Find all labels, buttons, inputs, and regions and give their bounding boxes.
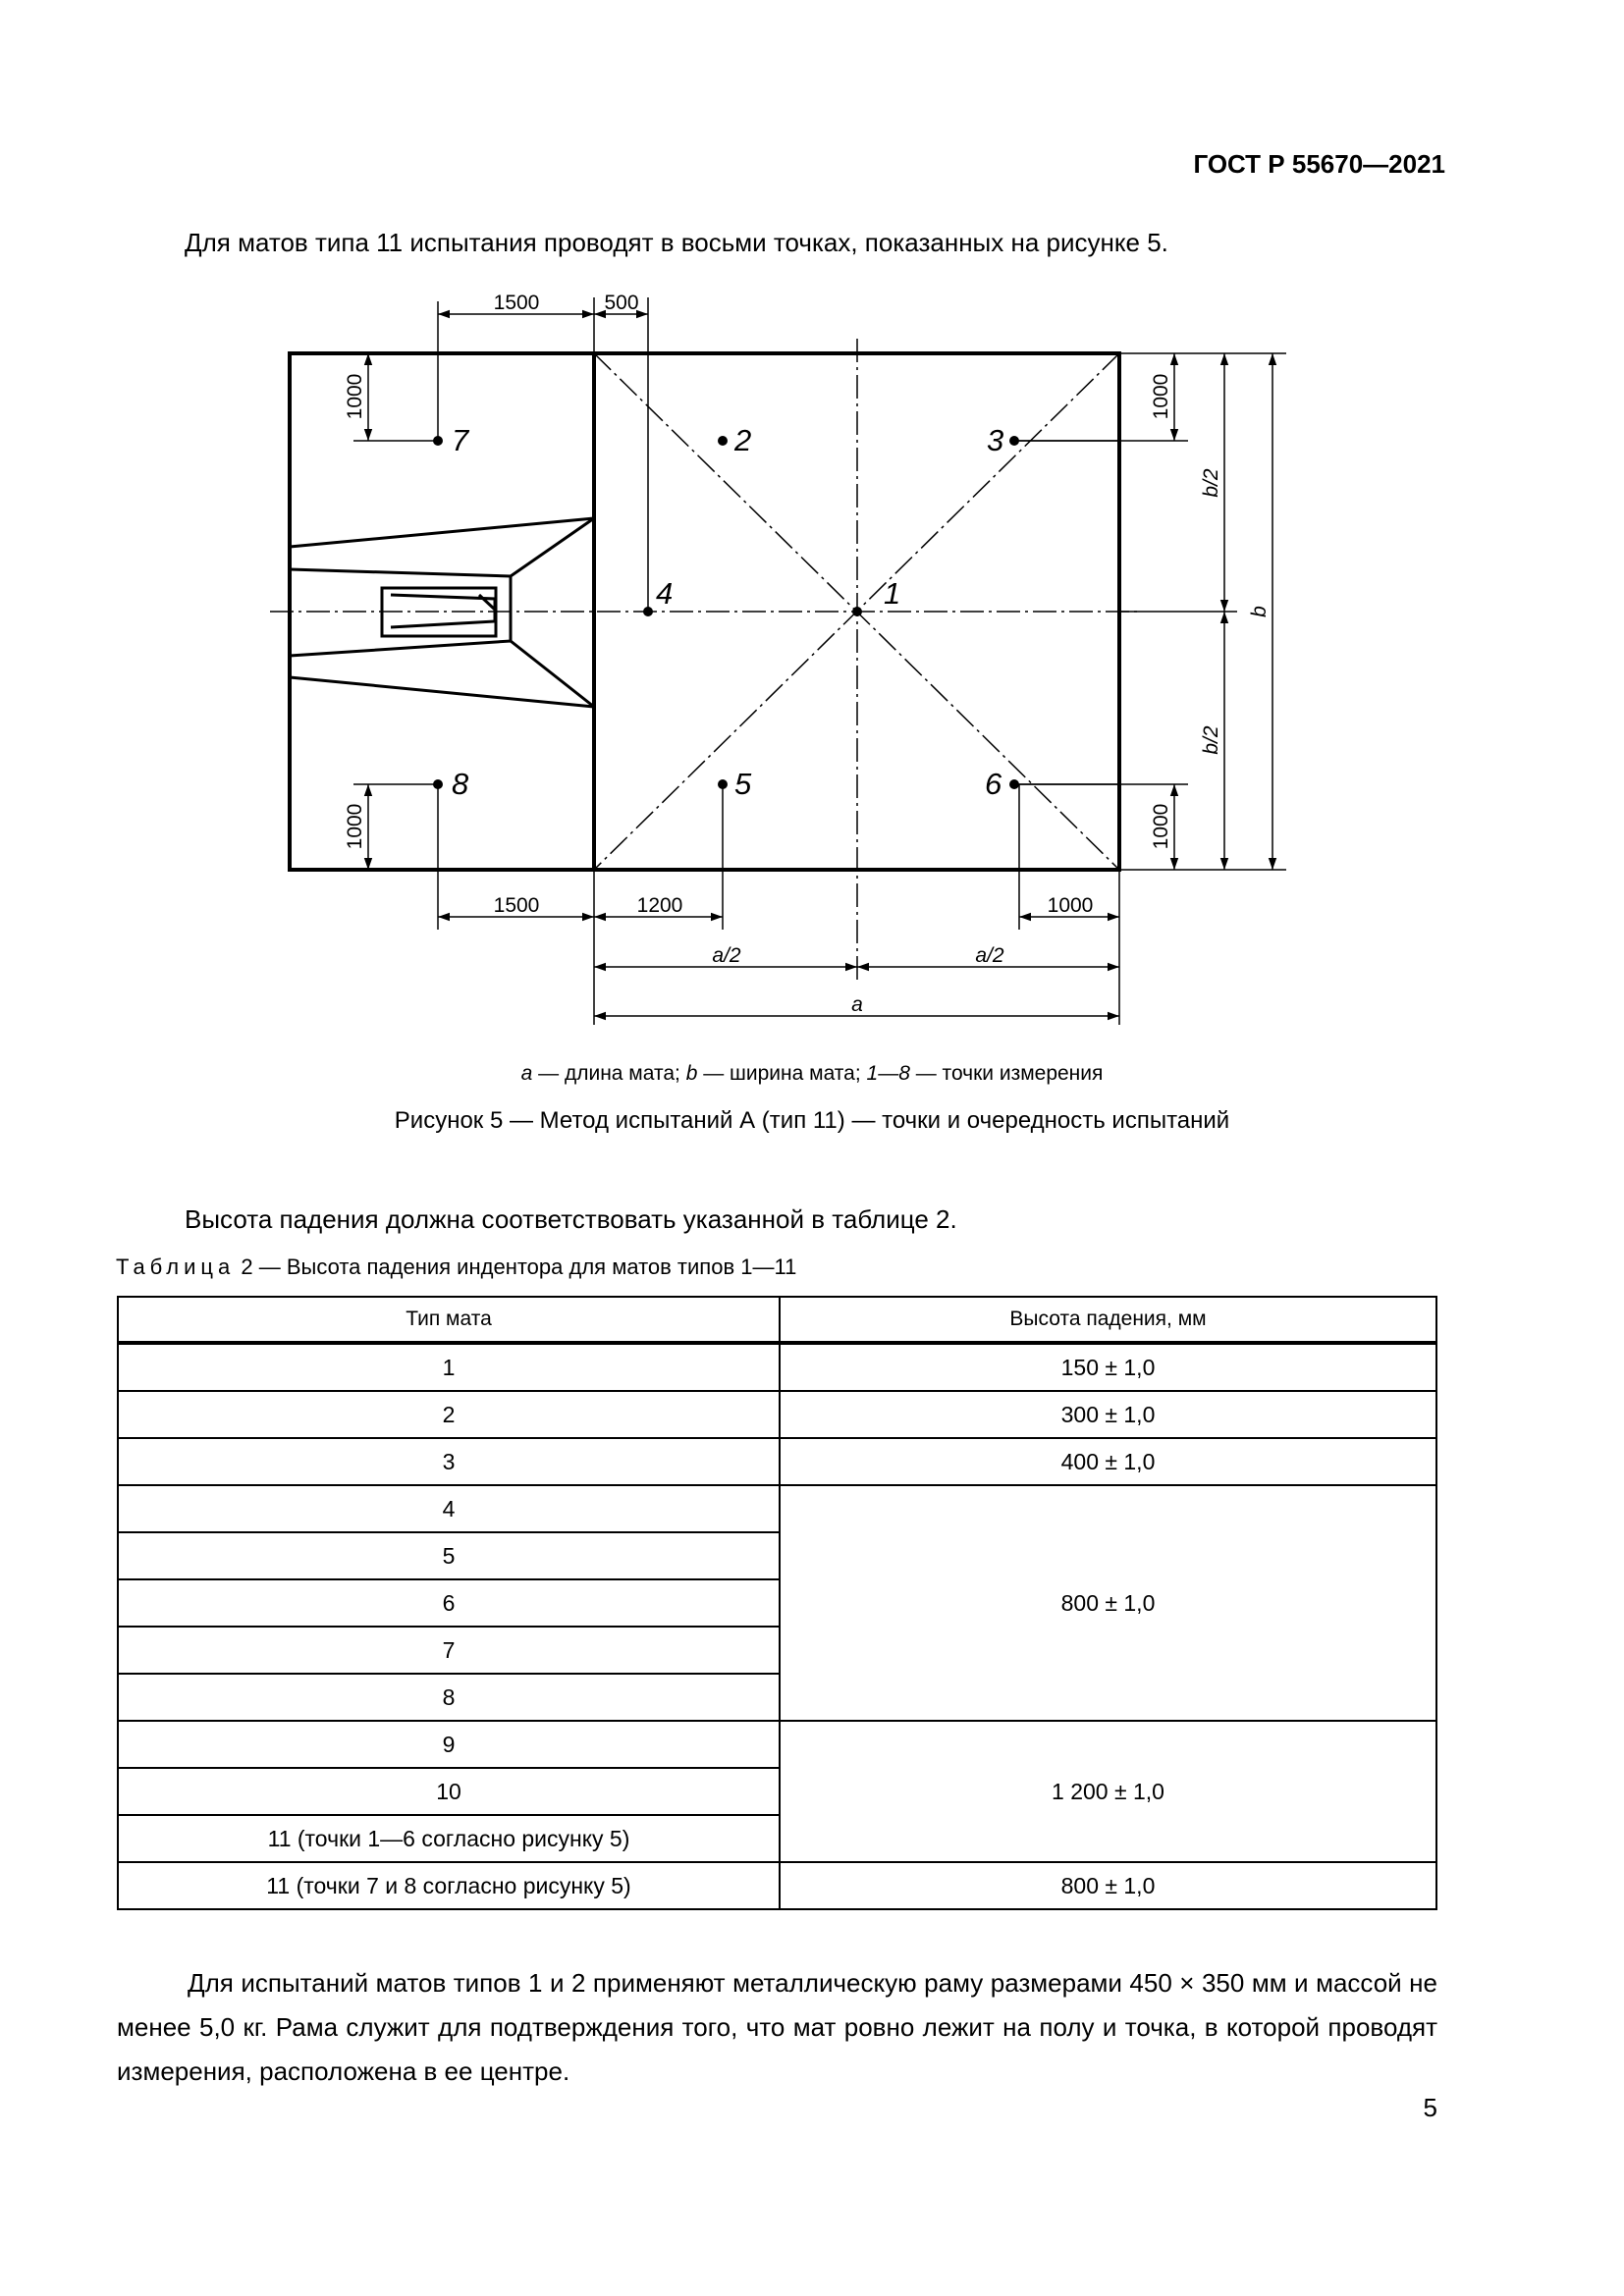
drop-height-table [117,1296,1437,1910]
cell-type: 11 (точки 7 и 8 согласно рисунку 5) [118,1862,780,1909]
cell-height: 300 ± 1,0 [780,1391,1436,1438]
point-2-label: 2 [734,423,752,457]
dim-1000-tl: 1000 [344,373,366,420]
dim-1000-bl: 1000 [344,803,366,850]
cell-height-merged: 800 ± 1,0 [780,1485,1436,1721]
point-8-dot [433,779,443,789]
cell-height-merged: 1 200 ± 1,0 [780,1721,1436,1862]
point-3-label: 3 [987,423,1004,457]
table-caption-text: 2 — Высота падения индентора для матов типов 1—11 [235,1255,797,1279]
mat-cutout [290,518,594,707]
cell-type: 1 [118,1343,780,1391]
legend-b-symbol: b [685,1062,698,1085]
point-2-dot [718,436,728,446]
legend-a-text: — длина мата; [532,1062,686,1085]
table-row [118,1721,1436,1768]
header-drop-height: Высота падения, мм [780,1297,1436,1343]
cell-height: 150 ± 1,0 [780,1343,1436,1391]
dimension-labels [344,292,1271,1016]
cell-type: 10 [118,1768,780,1815]
page-number: 5 [1423,2093,1437,2122]
table-caption-word: Таблица [116,1255,236,1279]
dim-1000-bottom: 1000 [1047,894,1094,917]
dim-1500-bottom: 1500 [493,894,540,917]
header-mat-type: Тип мата [118,1297,780,1343]
point-1-dot [852,607,862,616]
legend-points-text: — точки измерения [909,1062,1104,1085]
table-row [118,1391,1436,1438]
point-3-dot [1009,436,1019,446]
dim-a-full: a [851,993,863,1016]
point-6-label: 6 [985,767,1002,801]
paragraph-frame [117,1961,1437,2094]
dim-1000-br: 1000 [1150,803,1172,850]
point-1-label: 1 [884,576,901,611]
point-8-label: 8 [452,767,469,801]
dim-a-half-left: a/2 [712,944,741,967]
cell-type: 11 (точки 1—6 согласно рисунку 5) [118,1815,780,1862]
dim-500-top: 500 [604,292,639,314]
cell-type: 9 [118,1721,780,1768]
paragraph-frame-text: Для испытаний матов типов 1 и 2 применяют металлическую раму размерами 450 × 350 мм и массой не менее 5,0 кг. Рама служит для подтверждения того, что мат ровно лежит на полу и точка, в которой проводят измерения, расположена в ее центре. [117,1968,1437,2086]
cell-type: 8 [118,1674,780,1721]
table-row [118,1438,1436,1485]
cell-type: 7 [118,1627,780,1674]
figure-legend [0,1062,1624,1086]
cell-type: 6 [118,1579,780,1627]
dim-1000-tr: 1000 [1150,373,1172,420]
paragraph-drop-height: Высота падения должна соответствовать указанной в таблице 2. [185,1204,957,1234]
dim-1200-bottom: 1200 [636,894,683,917]
table-row [118,1485,1436,1532]
cell-type: 3 [118,1438,780,1485]
document-header: ГОСТ Р 55670—2021 [1193,149,1445,179]
measurement-points [433,436,1019,789]
point-5-label: 5 [734,767,752,801]
legend-a-symbol: a [520,1062,533,1085]
figure-caption: Рисунок 5 — Метод испытаний А (тип 11) — точки и очередность испытаний [394,1107,1230,1134]
cell-height: 800 ± 1,0 [780,1862,1436,1909]
table-caption [116,1255,796,1280]
intro-paragraph: Для матов типа 11 испытания проводят в восьми точках, показанных на рисунке 5. [185,228,1168,257]
cell-type: 5 [118,1532,780,1579]
point-7-dot [433,436,443,446]
dim-b-full: b [1248,606,1271,617]
center-lines [270,339,1139,982]
legend-points-symbol: 1—8 [866,1062,910,1085]
point-4-label: 4 [656,576,674,611]
cell-height: 400 ± 1,0 [780,1438,1436,1485]
table-row [118,1343,1436,1391]
cell-type: 2 [118,1391,780,1438]
dim-a-half-right: a/2 [975,944,1004,967]
dim-b-half-bottom: b/2 [1200,725,1222,755]
table-row [118,1862,1436,1909]
legend-b-text: — ширина мата; [697,1062,867,1085]
cell-type: 4 [118,1485,780,1532]
table-header-row [118,1297,1436,1343]
dim-1500-top: 1500 [493,292,540,314]
point-7-label: 7 [452,423,469,457]
point-6-dot [1009,779,1019,789]
dim-b-half-top: b/2 [1200,468,1222,498]
point-4-dot [643,607,653,616]
point-5-dot [718,779,728,789]
